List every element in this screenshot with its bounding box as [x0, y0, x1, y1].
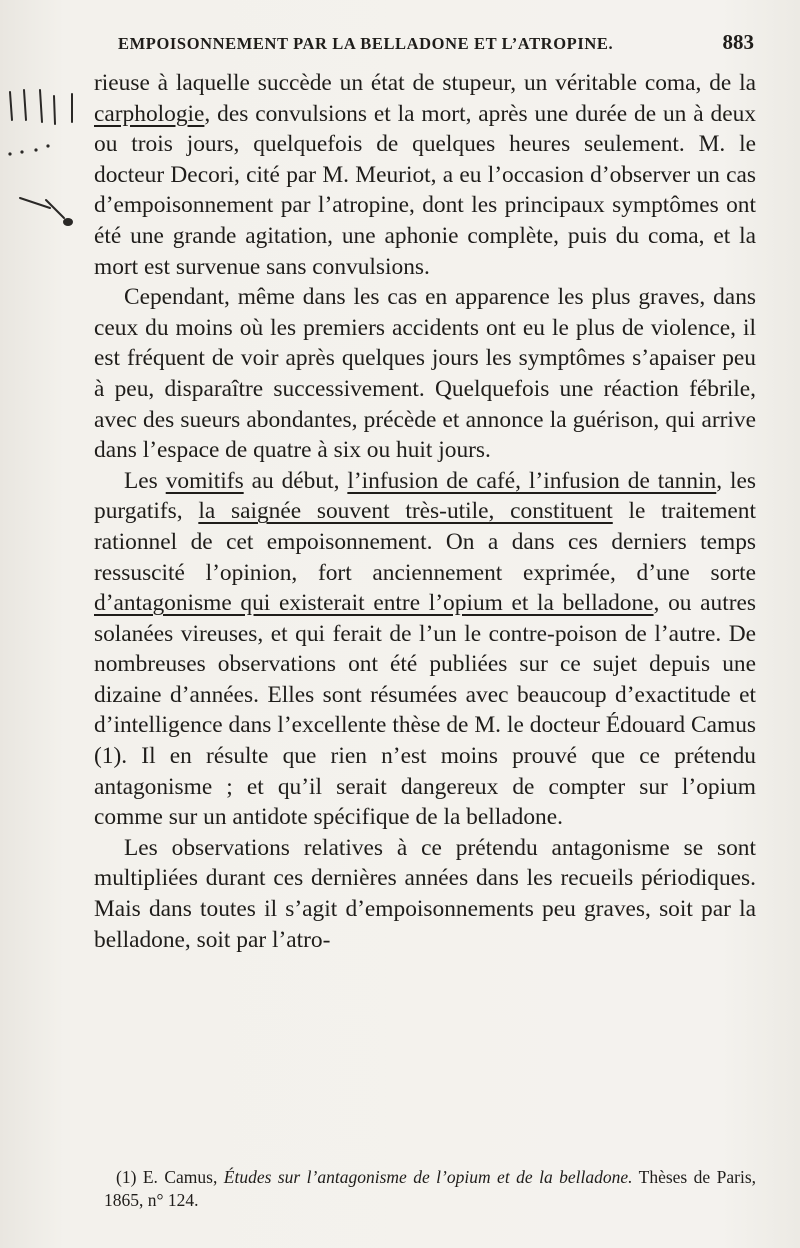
text-run: rieuse à laquelle succède un état de stupeur, un véritable coma, de la: [94, 70, 756, 96]
text-run: Cependant, même dans les cas en apparence les plus graves, dans ceux du moins où les premiers accidents ont eu le plus de violence, il est fréquent de voir après quelques jours les symptômes s’apaiser peu à peu, disparaître successivement. Quelquefois une réaction fébrile, avec des sueurs abondantes, précède et annonce la guérison, qui arrive dans l’espace de quatre à six ou huit jours.: [94, 284, 756, 464]
paragraph: [94, 68, 756, 282]
text-run: Les observations relatives à ce prétendu antagonisme se sont multipliées durant ces dernières années dans les recueils périodiques. Mais dans toutes il s’agit d’empoisonnements peu graves, soit par la belladone, soit par l’atro-: [94, 834, 756, 953]
footnote-title: Études sur l’antagonisme de l’opium et de la belladone.: [223, 1167, 633, 1187]
text-run: Les: [124, 467, 166, 494]
paragraph: [94, 833, 756, 955]
text-run: au début,: [243, 467, 348, 494]
page-number: 883: [722, 30, 754, 54]
paragraph: [94, 282, 756, 466]
footnote-1: [104, 1166, 756, 1212]
body-text: [94, 68, 756, 955]
page-header: [118, 30, 754, 55]
underlined-text: vomitifs: [165, 467, 244, 494]
text-run: , les purgatifs,: [94, 467, 757, 525]
underlined-text: la saignée souvent très-utile, constituent: [198, 498, 613, 525]
underlined-text: carphologie: [94, 100, 205, 127]
text-run: , des convulsions et la mort, après une durée de un à deux ou trois jours, quelquefois de quelques heures seulement. M. le docteur Decori, cité par M. Meuriot, a eu l’occasion d’observer un cas d’empoisonnement par l’atropine, dont les principaux symptômes ont été une grande agitation, une aphonie complète, puis du coma, et la mort est survenue sans convulsions.: [94, 100, 756, 280]
underlined-text: l’infusion de café, l’infusion de tannin: [347, 467, 717, 494]
paragraph: [94, 466, 756, 833]
footnote-marker: (1) E. Camus,: [116, 1167, 224, 1187]
underlined-text: d’antagonisme qui existerait entre l’opium et la belladone: [94, 590, 654, 617]
footnotes: [104, 1166, 756, 1212]
text-run: , ou autres solanées vireuses, et qui ferait de l’un le contre-poison de l’autre. De nombreuses observations ont été publiées sur ce sujet depuis une dizaine d’années. Elles sont résumées avec beaucoup d’exactitude et d’intelligence dans l’excellente thèse de M. le docteur Édouard Camus (1). Il en résulte que rien n’est moins prouvé que ce prétendu antagonisme ; et qu’il serait dangereux de compter sur l’opium comme sur un antidote spécifique de la belladone.: [94, 590, 756, 831]
margin-pencil-marks: [0, 70, 90, 250]
text-run: le traitement rationnel de cet empoisonnement. On a dans ces derniers temps ressuscité l’opinion, fort anciennement exprimée, d’une sorte: [94, 498, 756, 586]
running-title: EMPOISONNEMENT PAR LA BELLADONE ET L’ATROPINE.: [118, 34, 614, 53]
footnote-source: Thèses de Paris, 1865, n° 124.: [104, 1167, 756, 1210]
